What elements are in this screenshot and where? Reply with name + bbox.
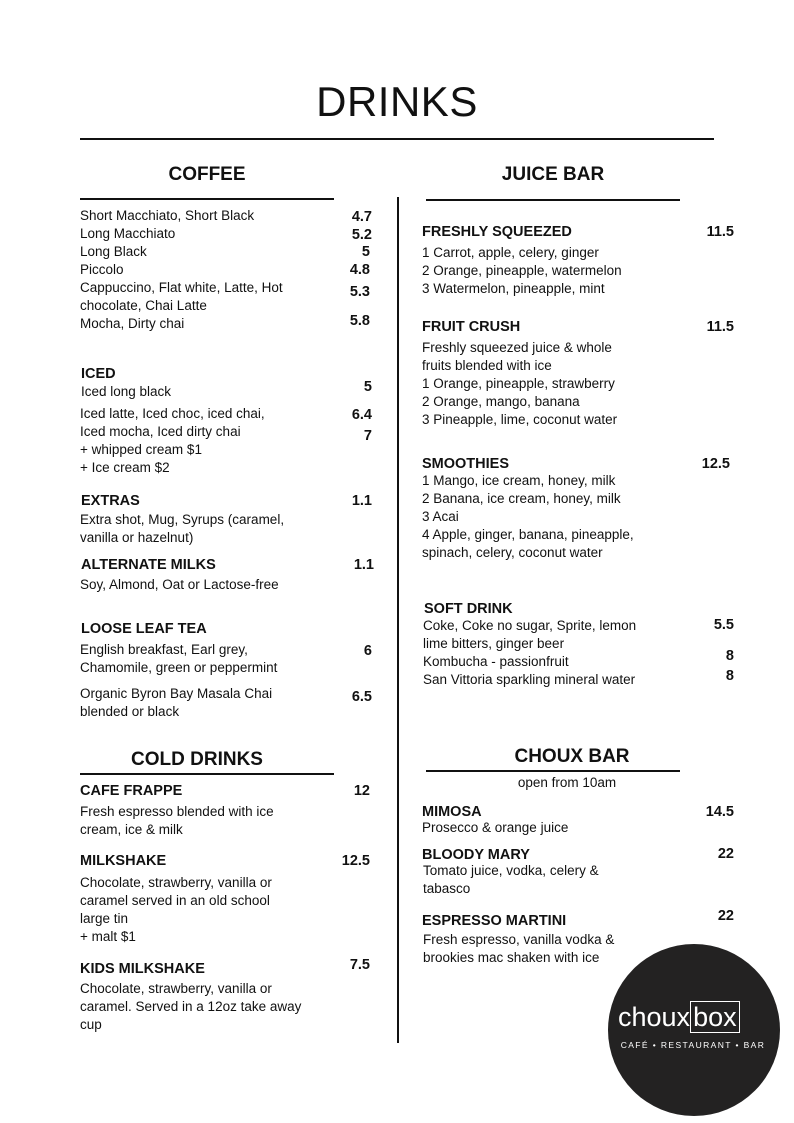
alternate-milks-price: 1.1 <box>353 557 374 573</box>
coffee-price-6: 5.8 <box>349 313 370 329</box>
mimosa-heading: MIMOSA <box>422 804 482 820</box>
choux-bar-divider <box>426 770 680 772</box>
extras-heading: EXTRAS <box>81 493 140 509</box>
juice-bar-divider <box>426 199 680 201</box>
iced-line-4: + whipped cream $1 <box>80 442 202 457</box>
kids-milkshake-price: 7.5 <box>349 957 370 973</box>
logo-word-choux: choux <box>618 1002 691 1032</box>
fruit-crush-line-4: 2 Orange, mango, banana <box>422 394 580 409</box>
iced-price-2: 6.4 <box>351 407 372 423</box>
coffee-divider <box>80 198 334 200</box>
coffee-item-5-line-2: chocolate, Chai Latte <box>80 298 207 313</box>
espresso-martini-line-1: Fresh espresso, vanilla vodka & <box>423 932 615 947</box>
coffee-item-1: Short Macchiato, Short Black <box>80 208 255 223</box>
fruit-crush-line-1: Freshly squeezed juice & whole <box>422 340 612 355</box>
logo-wordmark <box>618 1002 768 1033</box>
fruit-crush-line-3: 1 Orange, pineapple, strawberry <box>422 376 615 391</box>
frappe-heading: CAFE FRAPPE <box>80 783 183 799</box>
kids-milkshake-line-1: Chocolate, strawberry, vanilla or <box>80 981 272 996</box>
cold-drinks-heading: COLD DRINKS <box>131 749 263 770</box>
milkshake-heading: MILKSHAKE <box>80 853 167 869</box>
soft-drink-line-4: San Vittoria sparkling mineral water <box>423 672 636 687</box>
soft-drink-line-3: Kombucha - passionfruit <box>423 654 569 669</box>
milkshake-line-2: caramel served in an old school <box>80 893 270 908</box>
cold-drinks-divider <box>80 773 334 775</box>
iced-line-5: + Ice cream $2 <box>80 460 170 475</box>
bloody-mary-price: 22 <box>717 846 734 862</box>
column-divider <box>397 197 399 1043</box>
page-title: DRINKS <box>316 78 478 125</box>
espresso-martini-price: 22 <box>717 908 734 924</box>
choux-bar-subtitle: open from 10am <box>517 775 617 790</box>
tea-line-1: English breakfast, Earl grey, <box>80 642 248 657</box>
iced-line-2: Iced latte, Iced choc, iced chai, <box>80 406 265 421</box>
fruit-crush-heading: FRUIT CRUSH <box>422 319 521 335</box>
fruit-crush-line-2: fruits blended with ice <box>422 358 552 373</box>
tea-heading: LOOSE LEAF TEA <box>81 621 207 637</box>
freshly-squeezed-heading: FRESHLY SQUEEZED <box>422 224 572 240</box>
espresso-martini-line-2: brookies mac shaken with ice <box>423 950 600 965</box>
freshly-squeezed-line-3: 3 Watermelon, pineapple, mint <box>422 281 605 296</box>
alternate-milks-heading: ALTERNATE MILKS <box>81 557 216 573</box>
coffee-item-5-line-1: Cappuccino, Flat white, Latte, Hot <box>80 280 283 295</box>
tea-price-1: 6 <box>363 643 372 659</box>
tea-line-2: Chamomile, green or peppermint <box>80 660 278 675</box>
smoothies-line-5: spinach, celery, coconut water <box>422 545 603 560</box>
soft-drink-price-3: 8 <box>725 668 734 684</box>
iced-line-3: Iced mocha, Iced dirty chai <box>80 424 241 439</box>
frappe-line-1: Fresh espresso blended with ice <box>80 804 274 819</box>
coffee-price-1: 4.7 <box>351 209 372 225</box>
freshly-squeezed-line-1: 1 Carrot, apple, celery, ginger <box>422 245 599 260</box>
milkshake-line-4: + malt $1 <box>80 929 136 944</box>
iced-price-1: 5 <box>363 379 372 395</box>
coffee-item-3: Long Black <box>80 244 147 259</box>
mimosa-price: 14.5 <box>705 804 734 820</box>
smoothies-line-2: 2 Banana, ice cream, honey, milk <box>422 491 621 506</box>
kids-milkshake-line-2: caramel. Served in a 12oz take away <box>80 999 302 1014</box>
logo-tagline: CAFÉ • RESTAURANT • BAR <box>620 1040 766 1050</box>
smoothies-line-4: 4 Apple, ginger, banana, pineapple, <box>422 527 634 542</box>
kids-milkshake-line-3: cup <box>80 1017 102 1032</box>
frappe-line-2: cream, ice & milk <box>80 822 183 837</box>
milkshake-price: 12.5 <box>341 853 370 869</box>
iced-heading: ICED <box>81 366 116 382</box>
milkshake-line-3: large tin <box>80 911 129 926</box>
fruit-crush-price: 11.5 <box>706 319 734 335</box>
kids-milkshake-heading: KIDS MILKSHAKE <box>80 961 205 977</box>
extras-price: 1.1 <box>351 493 372 509</box>
fruit-crush-line-5: 3 Pineapple, lime, coconut water <box>422 412 618 427</box>
coffee-price-4: 4.8 <box>349 262 370 278</box>
soft-drink-line-2: lime bitters, ginger beer <box>423 636 565 651</box>
soft-drink-price-2: 8 <box>725 648 734 664</box>
juice-bar-heading: JUICE BAR <box>501 164 605 185</box>
coffee-heading: COFFEE <box>168 164 246 185</box>
soft-drink-heading: SOFT DRINK <box>424 601 513 617</box>
extras-line-2: vanilla or hazelnut) <box>80 530 194 545</box>
extras-line-1: Extra shot, Mug, Syrups (caramel, <box>80 512 285 527</box>
title-divider <box>80 138 714 140</box>
smoothies-line-1: 1 Mango, ice cream, honey, milk <box>422 473 616 488</box>
coffee-item-6: Mocha, Dirty chai <box>80 316 185 331</box>
smoothies-heading: SMOOTHIES <box>422 456 510 472</box>
tea-price-2: 6.5 <box>351 689 372 705</box>
tea-line-3: Organic Byron Bay Masala Chai <box>80 686 273 701</box>
coffee-price-5: 5.3 <box>349 284 370 300</box>
soft-drink-price-1: 5.5 <box>713 617 734 633</box>
milkshake-line-1: Chocolate, strawberry, vanilla or <box>80 875 272 890</box>
coffee-price-3: 5 <box>361 244 370 260</box>
espresso-martini-heading: ESPRESSO MARTINI <box>422 913 567 929</box>
smoothies-price: 12.5 <box>701 456 730 472</box>
soft-drink-line-1: Coke, Coke no sugar, Sprite, lemon <box>423 618 637 633</box>
freshly-squeezed-price: 11.5 <box>706 224 734 240</box>
bloody-mary-line-1: Tomato juice, vodka, celery & <box>423 863 599 878</box>
bloody-mary-heading: BLOODY MARY <box>422 847 530 863</box>
mimosa-line-1: Prosecco & orange juice <box>422 820 569 835</box>
frappe-price: 12 <box>353 783 370 799</box>
iced-price-3: 7 <box>363 428 372 444</box>
coffee-item-4: Piccolo <box>80 262 124 277</box>
iced-line-1: Iced long black <box>81 384 172 399</box>
bloody-mary-line-2: tabasco <box>423 881 471 896</box>
logo-word-box: box <box>690 1001 740 1033</box>
alternate-milks-line-1: Soy, Almond, Oat or Lactose-free <box>80 577 279 592</box>
choux-bar-heading: CHOUX BAR <box>514 746 630 767</box>
coffee-item-2: Long Macchiato <box>80 226 176 241</box>
coffee-price-2: 5.2 <box>351 227 372 243</box>
tea-line-4: blended or black <box>80 704 180 719</box>
freshly-squeezed-line-2: 2 Orange, pineapple, watermelon <box>422 263 622 278</box>
smoothies-line-3: 3 Acai <box>422 509 459 524</box>
